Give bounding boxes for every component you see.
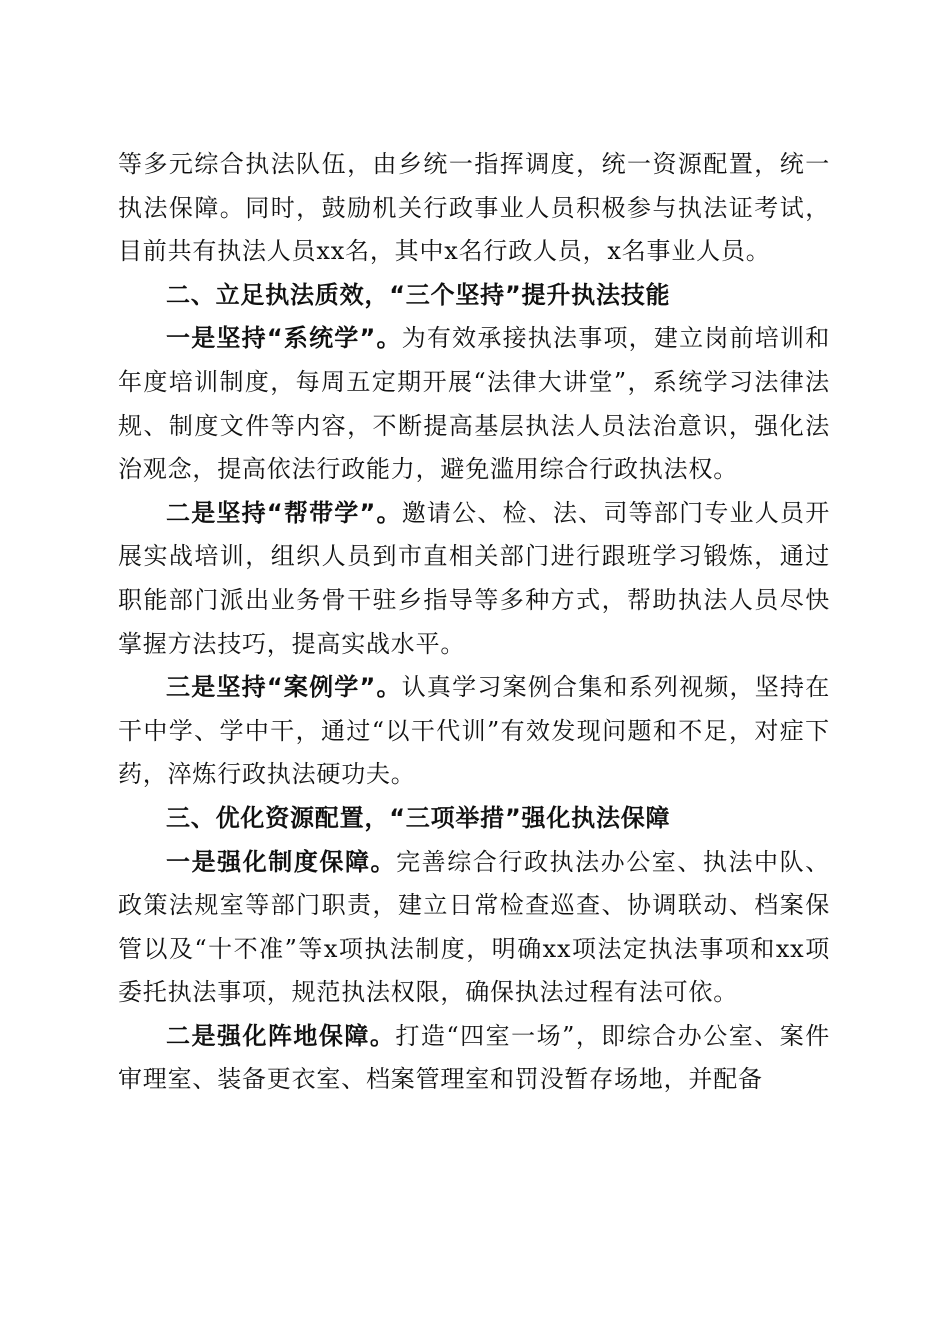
section-heading-2: 二、立足执法质效，“三个坚持”提升执法技能 — [166, 280, 671, 309]
section-heading-3: 三、优化资源配置，“三项举措”强化执法保障 — [166, 803, 671, 832]
paragraph-lead: 一是坚持“系统学”。 — [166, 324, 402, 353]
paragraph-text: 为有效承接执法事项，建立岗前培训和年度培训制度，每周五定期开展“法律大讲堂”，系统学习法律法规、制度文件等内容，不断提高基层执法人员法治意识，强化法治观念，提高依法行政能力，避免滥用综合行政执法权。 — [118, 324, 830, 484]
paragraph-text: 认真学习案例合集和系列视频，坚持在干中学、学中干，通过“以干代训”有效发现问题和不足，对症下药，淬炼行政执法硬功夫。 — [118, 673, 830, 789]
paragraph-text: 打造“四室一场”，即综合办公室、案件审理室、装备更衣室、档案管理室和罚没暂存场地，并配备 — [118, 1021, 830, 1094]
document-page — [118, 143, 830, 1102]
paragraph-text: 等多元综合执法队伍，由乡统一指挥调度，统一资源配置，统一执法保障。同时，鼓励机关行政事业人员积极参与执法证考试，目前共有执法人员xx名，其中x名行政人员，x名事业人员。 — [118, 150, 830, 266]
paragraph-lead: 二是坚持“帮带学”。 — [166, 498, 402, 527]
paragraph-lead: 二是强化阵地保障。 — [166, 1021, 396, 1050]
paragraph-continued — [118, 143, 830, 274]
paragraph-lead: 一是强化制度保障。 — [166, 847, 397, 876]
paragraph-system-learning — [118, 317, 830, 491]
paragraph-lead: 三是坚持“案例学”。 — [166, 673, 402, 702]
paragraph-facility-guarantee — [118, 1015, 830, 1102]
paragraph-text: 邀请公、检、法、司等部门专业人员开展实战培训，组织人员到市直相关部门进行跟班学习锻炼，通过职能部门派出业务骨干驻乡指导等多种方式，帮助执法人员尽快掌握方法技巧，提高实战水平。 — [118, 498, 830, 658]
paragraph-case-learning — [118, 666, 830, 797]
paragraph-system-guarantee — [118, 841, 830, 1015]
paragraph-mentoring — [118, 492, 830, 666]
paragraph-text: 完善综合行政执法办公室、执法中队、政策法规室等部门职责，建立日常检查巡查、协调联动、档案保管以及“十不准”等x项执法制度，明确xx项法定执法事项和xx项委托执法事项，规范执法权限，确保执法过程有法可依。 — [118, 847, 830, 1007]
